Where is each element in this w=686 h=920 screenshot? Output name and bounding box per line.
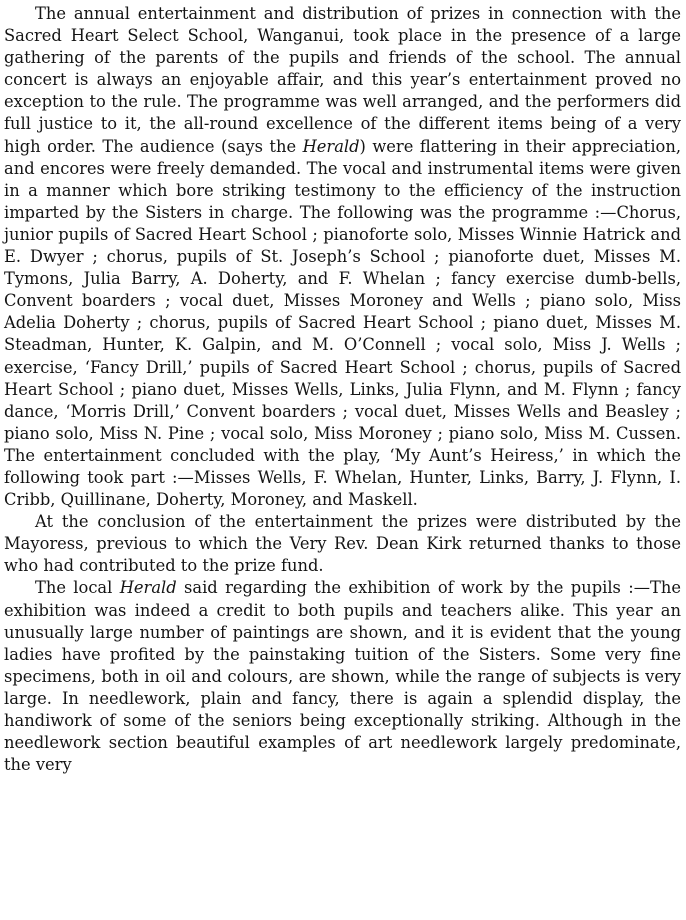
- herald-title: Herald: [119, 578, 177, 598]
- paragraph-prizes: [4, 511, 681, 577]
- herald-title: Herald: [302, 136, 360, 156]
- text-segment: The local: [34, 578, 120, 598]
- text-segment: The annual entertainment and distribution of prizes in connection with the Sacred Heart Select School, Wanganui, took place in the presence of a large gathering of the parents of the pupils and friends of the school. The annual concert is always an enjoyable affair, and this year’s entertainment proved no exception to the rule. The programme was well arranged, and the performers did full justice to it, the all-round excellence of the different items being of a very high order. The audience (says the: [4, 4, 681, 156]
- paragraph-exhibition: [4, 577, 681, 776]
- text-segment: At the conclusion of the entertainment the prizes were distributed by the Mayoress, previous to which the Very Rev. Dean Kirk returned thanks to those who had contributed to the prize fund.: [4, 512, 681, 576]
- paragraph-programme: [4, 3, 681, 511]
- text-segment: said regarding the exhibition of work by the pupils :—The exhibition was indeed a credit to both pupils and teachers alike. This year an unusually large number of paintings are shown, and it is evident that the young ladies have profited by the painstaking tuition of the Sisters. Some very fine specimens, both in oil and colours, are shown, while the range of subjects is very large. In needlework, plain and fancy, there is again a splendid display, the handiwork of some of the seniors being exceptionally striking. Although in the needlework section beautiful examples of art needlework largely predominate, the very: [4, 578, 682, 775]
- text-segment: ) were flattering in their appreciation, and encores were freely demanded. The vocal and instrumental items were given in a manner which bore striking testimony to the efficiency of the instruction imparted by the Sisters in charge. The following was the programme :—Chorus, junior pupils of Sacred Heart School ; pianoforte solo, Misses Winnie Hatrick and E. Dwyer ; chorus, pupils of St. Joseph’s School ; pianoforte duet, Misses M. Tymons, Julia Barry, A. Doherty, and F. Whelan ; fancy exercise dumb-bells, Convent boarders ; vocal duet, Misses Moroney and Wells ; piano solo, Miss Adelia Doherty ; chorus, pupils of Sacred Heart School ; piano duet, Misses M. Steadman, Hunter, K. Galpin, and M. O’Connell ; vocal solo, Miss J. Wells ; exercise, ‘Fancy Drill,’ pupils of Sacred Heart School ; chorus, pupils of Sacred Heart School ; piano duet, Misses Wells, Links, Julia Flynn, and M. Flynn ; fancy dance, ‘Morris Drill,’ Convent boarders ; vocal duet, Misses Wells and Beasley ; piano solo, Miss N. Pine ; vocal solo, Miss Moroney ; piano solo, Miss M. Cussen. The entertainment concluded with the play, ‘My Aunt’s Heiress,’ in which the following took part :—Misses Wells, F. Whelan, Hunter, Links, Barry, J. Flynn, I. Cribb, Quillinane, Doherty, Moroney, and Maskell.: [4, 136, 681, 510]
